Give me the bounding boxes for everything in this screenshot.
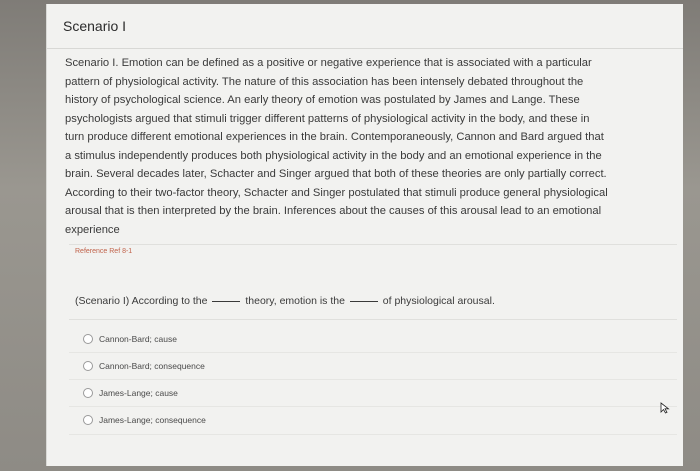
scenario-line: According to their two-factor theory, Schacter and Singer postulated that stimuli produce general physiological (65, 186, 608, 199)
option-divider (69, 352, 677, 353)
question-text (75, 295, 495, 307)
scenario-text (65, 54, 677, 239)
scenario-line: brain. Several decades later, Schacter and Singer argued that both of these theories are only partially correct. (65, 168, 607, 180)
scenario-line: experience (65, 223, 120, 236)
page-title: Scenario I (63, 18, 127, 34)
question-part-2: theory, emotion is the (245, 295, 345, 307)
answer-option[interactable] (83, 411, 206, 429)
radio-button[interactable] (83, 361, 93, 371)
answer-option-label: Cannon-Bard; consequence (99, 361, 205, 371)
answer-option[interactable] (83, 384, 178, 402)
option-divider (69, 434, 677, 435)
radio-button[interactable] (83, 388, 93, 398)
scenario-line: pattern of physiological activity. The nature of this association has been intensely debated throughout the (65, 75, 584, 88)
answer-option-label: James-Lange; consequence (99, 415, 206, 425)
answer-option[interactable] (83, 330, 177, 348)
answer-option-label: Cannon-Bard; cause (99, 334, 177, 344)
radio-button[interactable] (83, 334, 93, 344)
scenario-line: a stimulus independently produces both physiological activity in the body and an emotional experience in the (65, 149, 602, 162)
mouse-cursor-icon (659, 402, 671, 414)
answer-option-label: James-Lange; cause (99, 388, 178, 398)
title-divider (47, 48, 683, 49)
question-panel (46, 4, 683, 466)
scenario-line: arousal that is then interpreted by the brain. Inferences about the causes of this arousal lead to an emotional (65, 205, 602, 217)
question-part-3: of physiological arousal. (382, 295, 495, 307)
radio-button[interactable] (83, 415, 93, 425)
scenario-line: Scenario I. Emotion can be defined as a positive or negative experience that is associated with a particular (65, 57, 592, 69)
answer-option[interactable] (83, 357, 205, 375)
question-blank-1 (212, 301, 240, 302)
question-blank-2 (350, 301, 378, 302)
option-divider (69, 379, 677, 380)
question-part-1: (Scenario I) According to the (75, 295, 208, 307)
option-divider (69, 406, 677, 407)
question-divider (69, 319, 677, 320)
reference-label: Reference Ref 8-1 (75, 248, 133, 255)
scenario-line: turn produce different emotional experiences in the brain. Contemporaneously, Cannon and Bard argued that (65, 131, 604, 143)
scenario-line: psychologists argued that stimuli trigger different patterns of physiological activity in the body, and these in (65, 112, 590, 125)
reference-divider (69, 244, 677, 245)
scenario-line: history of psychological science. An early theory of emotion was postulated by James and Lange. These (65, 94, 580, 106)
